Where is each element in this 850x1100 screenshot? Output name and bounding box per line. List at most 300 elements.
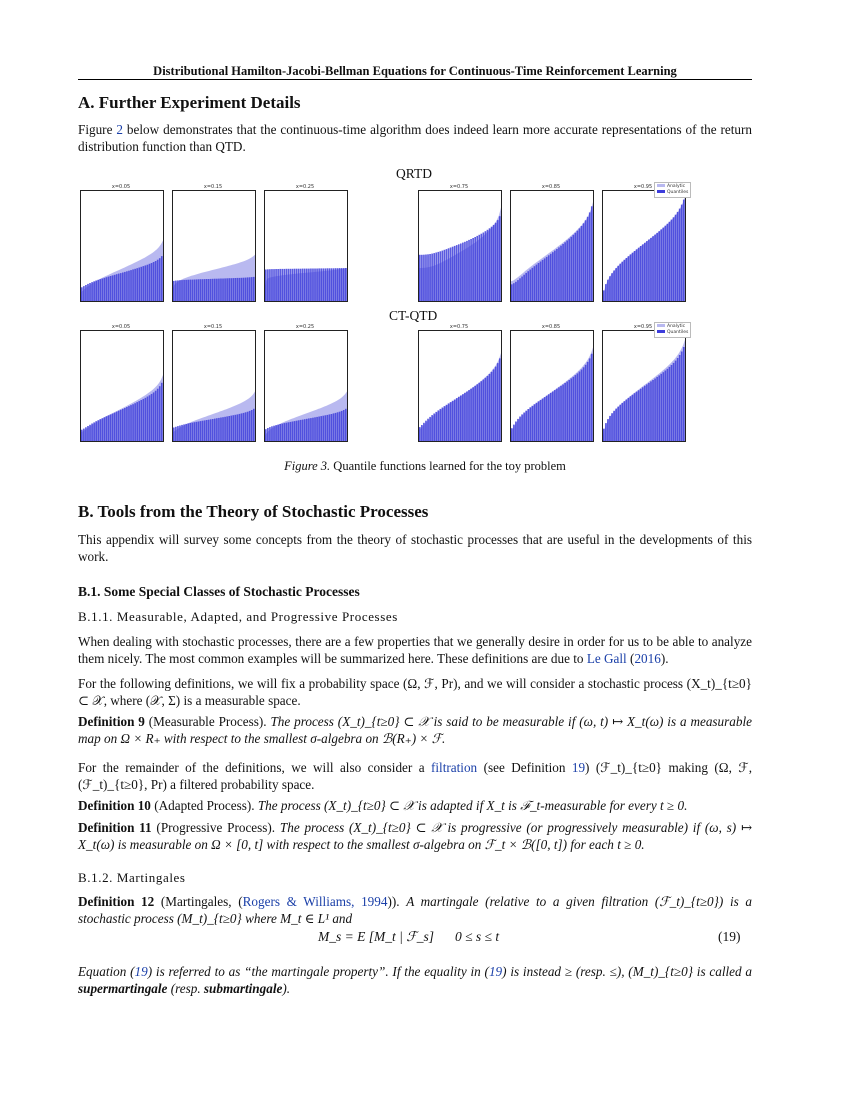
quantile-bar: [140, 400, 142, 441]
citation-year-link[interactable]: 1994: [361, 894, 388, 909]
quantile-bar: [120, 273, 122, 301]
quantile-bar: [521, 414, 523, 441]
def-label: Definition 11: [78, 820, 152, 835]
quantile-bar: [642, 244, 644, 301]
quantile-bar: [283, 423, 285, 441]
quantile-bar: [640, 246, 642, 301]
text: When dealing with stochastic processes, there are a few properties that we generally desire in order for us to be able to analyze them nicely. The most common examples will be summarized here. These definitions are due to: [78, 634, 752, 666]
quantile-bar: [230, 278, 232, 301]
quantile-bar: [112, 275, 114, 301]
quantile-bar: [456, 245, 458, 301]
quantile-bar: [579, 228, 581, 301]
quantile-bar: [308, 269, 310, 301]
def-name-end: )).: [387, 894, 400, 909]
quantile-bar: [538, 263, 540, 301]
quantile-bar: [179, 280, 181, 301]
quantile-bar: [499, 216, 501, 301]
legend-swatch: [657, 324, 665, 327]
panel-title: x=0.75: [449, 184, 469, 190]
quantile-bar: [83, 286, 85, 301]
definition-9: [78, 714, 752, 747]
quantile-panel: [510, 190, 594, 302]
quantile-bar: [218, 279, 220, 301]
legend-swatch: [657, 190, 665, 193]
def-body: The process (X_t)_{t≥0} ⊂ 𝒳 is adapted if X_t is ℱ_t-measurable for every t ≥ 0.: [257, 798, 688, 813]
quantile-bar: [558, 247, 560, 301]
quantile-bar: [646, 384, 648, 441]
legend-entry: [657, 190, 688, 196]
quantile-bar: [513, 283, 515, 301]
quantile-bar: [134, 403, 136, 441]
b11-paragraph-3: [78, 760, 752, 793]
quantile-bar: [493, 369, 495, 441]
quantile-bar: [224, 278, 226, 301]
quantile-bar: [290, 422, 292, 441]
legend-swatch: [657, 330, 665, 333]
quantile-bar: [118, 411, 120, 441]
quantile-bar: [566, 382, 568, 442]
quantile-bar: [462, 394, 464, 441]
panel-plot: [419, 191, 501, 301]
caption-text: Quantile functions learned for the toy problem: [330, 459, 566, 473]
quantile-bar: [431, 254, 433, 301]
quantile-bar: [316, 269, 318, 302]
quantile-bar: [527, 409, 529, 441]
caption-label: Figure 3.: [284, 459, 331, 473]
quantile-bar: [237, 278, 239, 301]
filtration-link[interactable]: filtration: [431, 760, 478, 775]
quantile-bar: [529, 407, 531, 441]
text: ) (ℱ_t)_{t≥0} making (Ω, ℱ, (ℱ_t)_{t≥0}, Pr) a filtered probability space.: [78, 760, 752, 792]
quantile-bar: [239, 278, 241, 301]
quantile-bar: [624, 260, 626, 301]
legend-label: Analytic: [667, 184, 686, 189]
running-header: Distributional Hamilton-Jacobi-Bellman Equations for Continuous-Time Reinforcement Learning: [153, 64, 677, 78]
quantile-bar: [562, 385, 564, 442]
quantile-bar: [671, 220, 673, 301]
panel-plot: [81, 331, 163, 441]
quantile-bar: [450, 248, 452, 302]
quantile-bar: [208, 420, 210, 441]
quantile-bar: [138, 401, 140, 441]
quantile-bar: [173, 428, 175, 442]
quantile-bar: [634, 251, 636, 301]
quantile-bar: [607, 280, 609, 301]
quantile-bar: [511, 428, 513, 441]
quantile-bar: [228, 278, 230, 301]
quantile-bar: [444, 250, 446, 301]
quantile-bar: [173, 281, 175, 301]
quantile-bar: [548, 255, 550, 301]
quantile-bar: [603, 429, 605, 441]
panel-title: x=0.75: [449, 324, 469, 330]
quantile-bar: [423, 255, 425, 301]
quantile-bar: [147, 265, 149, 301]
quantile-bar: [642, 387, 644, 441]
quantile-bar: [316, 417, 318, 441]
quantile-bar: [462, 243, 464, 301]
quantile-bar: [249, 277, 251, 301]
quantile-bar: [85, 285, 87, 301]
quantile-bar: [435, 412, 437, 441]
quantile-bar: [658, 375, 660, 441]
quantile-bar: [556, 249, 558, 301]
quantile-bar: [431, 415, 433, 441]
text: (resp.: [167, 980, 204, 996]
quantile-bar: [204, 279, 206, 301]
quantile-bar: [153, 392, 155, 441]
quantile-bar: [476, 236, 478, 301]
quantile-bar: [314, 269, 316, 302]
quantile-bar: [222, 417, 224, 441]
quantile-bar: [474, 237, 476, 301]
quantile-bar: [534, 404, 536, 441]
quantile-bar: [568, 380, 570, 441]
quantile-bar: [665, 371, 667, 442]
quantile-bar: [437, 410, 439, 441]
quantile-bar: [468, 390, 470, 441]
quantile-bar: [558, 387, 560, 441]
quantile-bar: [308, 418, 310, 441]
equation-ref-link[interactable]: 19: [488, 964, 503, 979]
quantile-bar: [437, 252, 439, 301]
quantile-bar: [247, 277, 249, 301]
quantile-bar: [157, 260, 159, 301]
quantile-bar: [204, 420, 206, 441]
quantile-bar: [226, 416, 228, 441]
quantile-bar: [464, 242, 466, 301]
quantile-bar: [91, 282, 93, 301]
quantile-bar: [114, 275, 116, 301]
def-name: (Adapted Process).: [150, 798, 255, 813]
quantile-bar: [665, 226, 667, 301]
quantile-bar: [271, 269, 273, 301]
quantile-bar: [273, 269, 275, 301]
quantile-bar: [191, 280, 193, 301]
quantile-bar: [288, 269, 290, 301]
quantile-bar: [632, 395, 634, 441]
quantile-bar: [634, 393, 636, 441]
quantile-bar: [81, 287, 83, 301]
quantile-bar: [216, 279, 218, 301]
quantile-bar: [243, 278, 245, 301]
quantile-bar: [517, 419, 519, 441]
quantile-bar: [202, 421, 204, 441]
quantile-bar: [587, 217, 589, 301]
quantile-bar: [97, 280, 99, 301]
quantile-bar: [450, 402, 452, 441]
quantile-bar: [427, 254, 429, 301]
quantile-bar: [515, 422, 517, 442]
quantile-bar: [275, 425, 277, 441]
quantile-bar: [128, 406, 130, 441]
quantile-bar: [126, 271, 128, 301]
quantile-bar: [536, 403, 538, 441]
quantile-bar: [212, 419, 214, 441]
quantile-bar: [183, 280, 185, 301]
quantile-bar: [302, 269, 304, 301]
quantile-bar: [179, 426, 181, 442]
panel-plot: [603, 331, 685, 441]
b11-title: B.1.1. Measurable, Adapted, and Progressive Processes: [78, 609, 398, 624]
quantile-bar: [283, 269, 285, 301]
quantile-bar: [271, 426, 273, 441]
quantile-bar: [589, 358, 591, 441]
quantile-bar: [677, 212, 679, 301]
quantile-bar: [277, 425, 279, 441]
panel-plot: [265, 331, 347, 441]
quantile-bar: [320, 268, 322, 301]
quantile-bar: [114, 413, 116, 441]
quantile-bar: [429, 417, 431, 441]
panel-title: x=0.15: [203, 184, 223, 190]
text: Equation (: [78, 964, 135, 979]
quantile-bar: [603, 290, 605, 301]
quantile-bar: [617, 407, 619, 441]
quantile-bar: [673, 217, 675, 301]
quantile-bar: [189, 280, 191, 301]
quantile-bar: [495, 223, 497, 301]
quantile-bar: [419, 427, 421, 441]
quantile-bar: [638, 390, 640, 441]
quantile-bar: [566, 241, 568, 302]
quantile-bar: [493, 225, 495, 301]
panel-title: x=0.05: [111, 324, 131, 330]
quantile-bar: [525, 411, 527, 441]
quantile-bar: [292, 422, 294, 442]
quantile-bar: [454, 400, 456, 442]
quantile-bar: [481, 234, 483, 301]
quantile-panel: [602, 330, 689, 442]
quantile-bar: [519, 417, 521, 442]
panel-title: x=0.25: [295, 324, 315, 330]
section-b-intro: This appendix will survey some concepts from the theory of stochastic processes that are useful in the developments of this work.: [78, 532, 752, 564]
citation-year-link[interactable]: 2016: [634, 650, 661, 666]
quantile-bar: [619, 264, 621, 301]
quantile-bar: [116, 274, 118, 301]
quantile-bar: [136, 402, 138, 441]
quantile-bar: [106, 416, 108, 441]
quantile-panel: [602, 190, 689, 302]
quantile-bar: [314, 417, 316, 441]
quantile-panel: [80, 330, 164, 442]
quantile-bar: [483, 233, 485, 302]
quantile-bar: [546, 396, 548, 441]
quantile-bar: [87, 426, 89, 441]
quantile-bar: [251, 410, 253, 441]
quantile-bar: [286, 269, 288, 301]
quantile-bar: [116, 412, 118, 441]
quantile-bar: [638, 248, 640, 301]
quantile-bar: [265, 270, 267, 302]
panel-title: x=0.85: [541, 184, 561, 190]
quantile-bar: [626, 400, 628, 442]
quantile-bar: [83, 429, 85, 441]
quantile-bar: [91, 424, 93, 442]
quantile-bar: [153, 262, 155, 301]
quantile-bar: [253, 277, 255, 301]
quantile-panel: [172, 330, 256, 442]
quantile-bar: [460, 244, 462, 302]
quantile-bar: [208, 279, 210, 301]
quantile-bar: [312, 418, 314, 441]
quantile-panel: [264, 190, 348, 302]
quantile-bar: [224, 417, 226, 441]
quantile-bar: [210, 419, 212, 441]
equation-ref-link[interactable]: 19: [134, 964, 148, 979]
quantile-bar: [466, 392, 468, 442]
quantile-bar: [527, 271, 529, 301]
quantile-bar: [667, 369, 669, 441]
quantile-bar: [628, 398, 630, 441]
quantile-bar: [560, 386, 562, 441]
quantile-bar: [220, 418, 222, 442]
quantile-bar: [669, 222, 671, 301]
quantile-bar: [466, 241, 468, 301]
quantile-bar: [521, 277, 523, 302]
quantile-bar: [312, 269, 314, 302]
quantile-bar: [161, 383, 163, 441]
quantile-bar: [529, 270, 531, 302]
quantile-bar: [511, 284, 513, 301]
quantile-bar: [177, 426, 179, 441]
quantile-bar: [448, 403, 450, 441]
citation-link[interactable]: Rogers & Williams: [242, 894, 352, 909]
quantile-bar: [104, 417, 106, 441]
quantile-bar: [617, 266, 619, 301]
quantile-bar: [124, 272, 126, 301]
quantile-bar: [636, 392, 638, 441]
quantile-bar: [499, 358, 501, 441]
def-name: (Progressive Process).: [151, 820, 276, 835]
quantile-bar: [136, 268, 138, 301]
quantile-bar: [658, 231, 660, 301]
text: For the remainder of the definitions, we will also consider a: [78, 760, 431, 775]
quantile-bar: [273, 426, 275, 441]
quantile-bar: [478, 383, 480, 441]
panel-plot: [81, 191, 163, 301]
quantile-bar: [644, 243, 646, 301]
quantile-bar: [318, 417, 320, 442]
figure-ref-link[interactable]: 2: [116, 122, 123, 137]
quantile-bar: [93, 281, 95, 301]
quantile-bar: [210, 279, 212, 301]
quantile-bar: [624, 401, 626, 441]
quantile-bar: [251, 277, 253, 301]
panel-title: x=0.05: [111, 184, 131, 190]
quantile-bar: [585, 365, 587, 441]
quantile-bar: [196, 279, 198, 301]
quantile-bar: [279, 269, 281, 301]
quantile-bar: [458, 244, 460, 301]
panel-plot: [511, 331, 593, 441]
panel-title: x=0.95: [633, 324, 653, 330]
quantile-bar: [662, 228, 664, 301]
panel-title: x=0.25: [295, 184, 315, 190]
quantile-bar: [613, 271, 615, 302]
quantile-bar: [337, 268, 339, 301]
quantile-bar: [607, 419, 609, 441]
equation-lhs: M_s = E [M_t | ℱ_s]: [318, 929, 435, 944]
definition-ref-link[interactable]: 19: [571, 760, 586, 775]
quantile-bar: [568, 239, 570, 301]
quantile-bar: [581, 226, 583, 301]
quantile-bar: [145, 398, 147, 441]
quantile-bar: [656, 377, 658, 441]
definition-12: [78, 894, 752, 927]
quantile-bar: [489, 228, 491, 301]
quantile-bar: [241, 413, 243, 441]
quantile-bar: [99, 279, 101, 301]
quantile-bar: [554, 251, 556, 301]
quantile-bar: [194, 422, 196, 441]
quantile-bar: [540, 400, 542, 441]
quantile-bar: [497, 220, 499, 301]
quantile-bar: [656, 233, 658, 301]
quantile-bar: [275, 269, 277, 301]
quantile-bar: [491, 227, 493, 301]
quantile-bar: [157, 389, 159, 441]
quantile-bar: [108, 415, 110, 441]
quantile-bar: [130, 270, 132, 301]
quantile-bar: [124, 408, 126, 441]
quantile-bar: [523, 275, 525, 301]
quantile-bar: [95, 421, 97, 441]
quantile-bar: [267, 428, 269, 441]
citation-link[interactable]: Le Gall: [586, 650, 627, 666]
section-a-paragraph: [78, 122, 752, 155]
quantile-bar: [99, 419, 101, 441]
quantile-bar: [200, 421, 202, 441]
quantile-bar: [310, 418, 312, 441]
quantile-bar: [120, 410, 122, 441]
equation-number: (19): [718, 929, 741, 944]
quantile-bar: [155, 261, 157, 301]
quantile-bar: [575, 375, 577, 441]
quantile-panel: [510, 330, 594, 442]
quantile-bar: [175, 281, 177, 301]
quantile-bar: [611, 273, 613, 301]
quantile-bar: [95, 281, 97, 302]
b11-paragraph-1: [78, 634, 752, 667]
definition-11: [78, 820, 752, 853]
quantile-bar: [151, 394, 153, 441]
quantile-bar: [660, 229, 662, 301]
quantile-bar: [322, 268, 324, 301]
quantile-bar: [298, 420, 300, 441]
quantile-bar: [300, 269, 302, 301]
quantile-bar: [476, 384, 478, 441]
text: (see Definition: [477, 760, 572, 775]
quantile-bar: [626, 258, 628, 301]
quantile-bar: [632, 253, 634, 301]
legend-label: Quantiles: [667, 190, 689, 195]
quantile-bar: [87, 284, 89, 301]
quantile-bar: [269, 269, 271, 301]
quantile-bar: [159, 258, 161, 301]
b11-paragraph-2: For the following definitions, we will fix a probability space (Ω, ℱ, Pr), and we will consider a stochastic process (X_t)_{t≥0} ⊂ 𝒳, where (𝒳, Σ) is a measurable space.: [78, 676, 752, 708]
quantile-bar: [581, 370, 583, 442]
quantile-bar: [212, 279, 214, 301]
quantile-bar: [302, 420, 304, 441]
quantile-bar: [128, 271, 130, 301]
quantile-bar: [579, 372, 581, 442]
quantile-bar: [269, 427, 271, 441]
quantile-bar: [185, 280, 187, 301]
quantile-bar: [679, 209, 681, 301]
quantile-bar: [470, 239, 472, 301]
quantile-bar: [662, 372, 664, 441]
